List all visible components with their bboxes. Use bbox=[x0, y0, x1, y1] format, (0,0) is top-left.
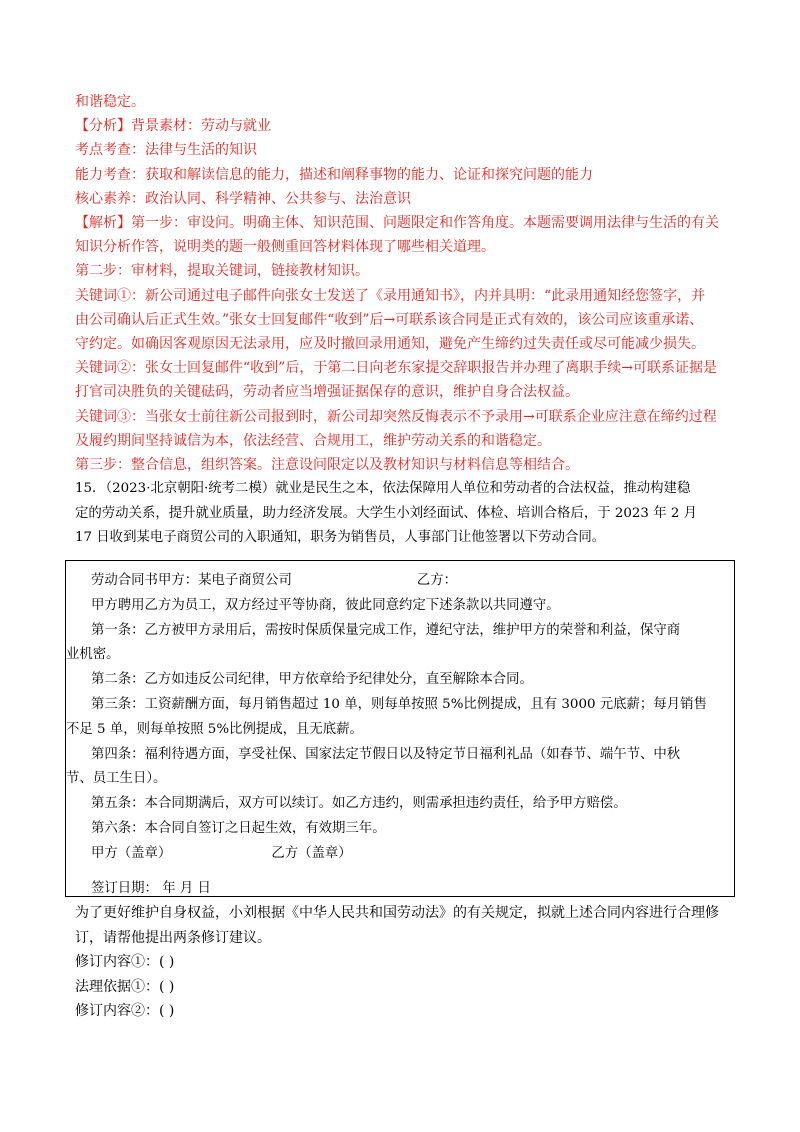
contract-line: 第四条：福利待遇方面，享受社保、国家法定节假日以及特定节日福利礼品（如春节、端午节、中秋 bbox=[91, 746, 681, 762]
revision-content-1: 修订内容①：( ) bbox=[75, 954, 175, 971]
analysis-line: 由公司确认后正式生效。”张女士回复邮件“收到”后→可联系该合同是正式有效的，该公司应该重承诺、 bbox=[75, 311, 704, 328]
revision-prompt-line: 订，请帮他提出两条修订建议。 bbox=[75, 929, 271, 946]
party-a-seal: 甲方（盖章） bbox=[91, 845, 172, 861]
analysis-line: 知识分析作答，说明类的题一般侧重回答材料体现了哪些相关道理。 bbox=[75, 239, 495, 256]
analysis-line: 打官司决胜负的关键砝码，劳动者应当增强证据保存的意识，维护自身合法权益。 bbox=[75, 384, 579, 401]
contract-title-line bbox=[91, 569, 721, 594]
party-b-seal: 乙方（盖章） bbox=[271, 845, 352, 861]
contract-line: 第一条：乙方被甲方录用后，需按时保质保量完成工作，遵纪守法，维护甲方的荣誉和利益，保守商 bbox=[91, 622, 681, 638]
contract-line: 第五条：本合同期满后，双方可以续订。如乙方违约，则需承担违约责任，给予甲方赔偿。 bbox=[91, 796, 627, 812]
contract-line: 甲方聘用乙方为员工，双方经过平等协商，彼此同意约定下述条款以共同遵守。 bbox=[91, 597, 560, 613]
contract-title: 劳动合同书甲方：某电子商贸公司 bbox=[91, 573, 292, 588]
analysis-line: 第二步：审材料，提取关键词，链接教材知识。 bbox=[75, 263, 369, 280]
analysis-line: 【分析】背景素材：劳动与就业 bbox=[75, 118, 271, 135]
analysis-line: 和谐稳定。 bbox=[75, 94, 145, 110]
contract-party-b: 乙方： bbox=[416, 573, 458, 588]
analysis-section bbox=[75, 90, 730, 551]
analysis-line: 第三步：整合信息，组织答案。注意设问限定以及教材知识与材料信息等相结合。 bbox=[75, 457, 579, 474]
analysis-line: 守约定。如确因客观原因无法录用，应及时撤回录用通知，避免产生缔约过失责任或尽可能减少损失。 bbox=[75, 336, 705, 353]
question-line: 15．（2023·北京朝阳·统考二模）就业是民生之本，依法保障用人单位和劳动者的合法权益，推动构建稳 bbox=[75, 481, 691, 497]
sign-date: 签订日期： 年 月 日 bbox=[91, 880, 211, 896]
revision-section bbox=[75, 901, 735, 1024]
contract-line: 不足 5 单，则每单按照 5%比例提成，且无底薪。 bbox=[66, 721, 363, 737]
question-line: 17 日收到某电子商贸公司的入职通知，职务为销售员，人事部门让他签署以下劳动合同。 bbox=[75, 530, 606, 546]
question-line: 定的劳动关系，提升就业质量，助力经济发展。大学生小刘经面试、体检、培训合格后，于 2023 年 2 月 bbox=[75, 505, 698, 521]
revision-content-2: 修订内容②：( ) bbox=[75, 1003, 175, 1020]
contract-line: 第三条：工资薪酬方面，每月销售超过 10 单，则每单按照 5%比例提成，且有 3000 元底薪；每月销售 bbox=[91, 696, 707, 712]
analysis-line: 关键词②：张女士回复邮件“收到”后，于第二日向老东家提交辞职报告并办理了离职手续→可联系证据是 bbox=[75, 360, 718, 377]
legal-basis-1: 法理依据①：( ) bbox=[75, 978, 175, 995]
analysis-line: 能力考查：获取和解读信息的能力，描述和阐释事物的能力、论证和探究问题的能力 bbox=[75, 166, 593, 183]
analysis-line: 考点考查：法律与生活的知识 bbox=[75, 142, 257, 159]
contract-box bbox=[65, 560, 735, 897]
revision-prompt-line: 为了更好维护自身权益，小刘根据《中华人民共和国劳动法》的有关规定，拟就上述合同内容进行合理修 bbox=[75, 905, 719, 921]
analysis-line: 及履约期间坚持诚信为本，依法经营、合规用工，维护劳动关系的和谐稳定。 bbox=[75, 432, 551, 449]
analysis-line: 核心素养：政治认同、科学精神、公共参与、法治意识 bbox=[75, 190, 411, 207]
contract-seal-line bbox=[91, 842, 721, 867]
analysis-line: 关键词①：新公司通过电子邮件向张女士发送了《录用通知书》，内并具明：“此录用通知经您签字，并 bbox=[75, 287, 706, 304]
contract-line: 节、员工生日）。 bbox=[66, 771, 167, 787]
analysis-line: 关键词③：当张女士前往新公司报到时，新公司却突然反悔表示不予录用→可联系企业应注意在缔约过程 bbox=[75, 408, 717, 425]
contract-line: 业机密。 bbox=[66, 647, 120, 663]
analysis-line: 【解析】第一步：审设问。明确主体、知识范围、问题限定和作答角度。本题需要调用法律与生活的有关 bbox=[75, 215, 719, 232]
contract-line: 第二条：乙方如违反公司纪律，甲方依章给予纪律处分，直至解除本合同。 bbox=[91, 672, 533, 688]
contract-line: 第六条：本合同自签订之日起生效，有效期三年。 bbox=[91, 820, 386, 836]
question-stem bbox=[75, 477, 730, 551]
